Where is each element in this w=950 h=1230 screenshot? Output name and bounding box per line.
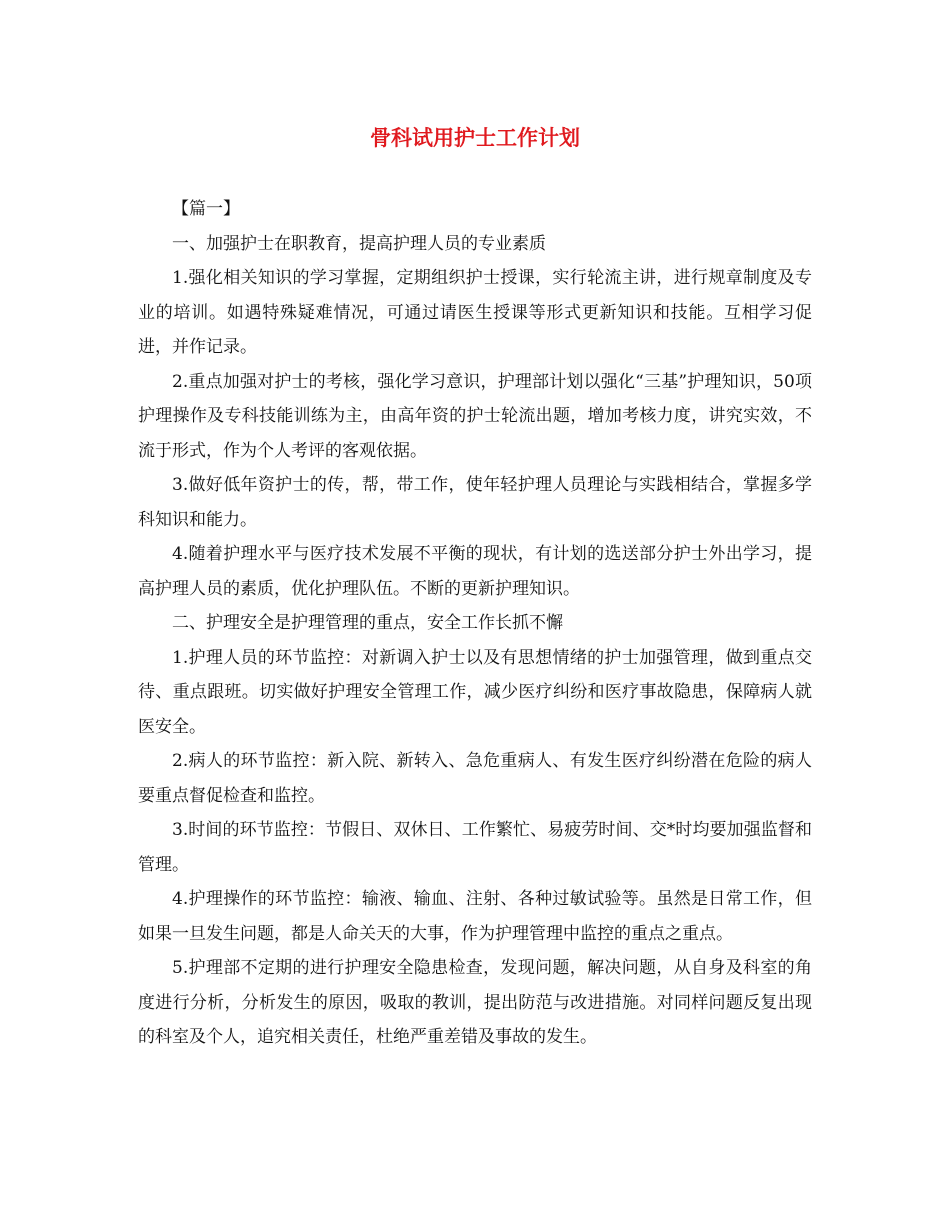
- section-heading-2: 二、护理安全是护理管理的重点，安全工作长抓不懈: [172, 613, 563, 633]
- section-label: 【篇一】: [172, 199, 240, 219]
- paragraph-2-5: 5.护理部不定期的进行护理安全隐患检查，发现问题，解决问题，从自身及科室的角度进行分析，分析发生的原因，吸取的教训，提出防范与改进措施。对同样问题反复出现的科室及个人，追究相关责任，杜绝严重差错及事故的发生。: [138, 958, 812, 1047]
- paragraph-2-3: 3.时间的环节监控：节假日、双休日、工作繁忙、易疲劳时间、交*时均要加强监督和管理。: [138, 820, 812, 875]
- paragraph-2-1: 1.护理人员的环节监控：对新调入护士以及有思想情绪的护士加强管理，做到重点交待、重点跟班。切实做好护理安全管理工作，减少医疗纠纷和医疗事故隐患，保障病人就医安全。: [138, 647, 812, 737]
- document-body: [138, 192, 812, 1055]
- paragraph-1-1: 1.强化相关知识的学习掌握，定期组织护士授课，实行轮流主讲，进行规章制度及专业的培训。如遇特殊疑难情况，可通过请医生授课等形式更新知识和技能。互相学习促进，并作记录。: [138, 268, 812, 357]
- paragraph-2-2: 2.病人的环节监控：新入院、新转入、急危重病人、有发生医疗纠纷潜在危险的病人要重点督促检查和监控。: [138, 751, 812, 806]
- section-heading-1: 一、加强护士在职教育，提高护理人员的专业素质: [172, 233, 546, 254]
- document-title: 骨科试用护士工作计划: [370, 125, 580, 150]
- paragraph-1-4: 4.随着护理水平与医疗技术发展不平衡的现状，有计划的选送部分护士外出学习，提高护理人员的素质，优化护理队伍。不断的更新护理知识。: [138, 544, 812, 599]
- paragraph-1-2: 2.重点加强对护士的考核，强化学习意识，护理部计划以强化“三基”护理知识，50项护理操作及专科技能训练为主，由高年资的护士轮流出题，增加考核力度，讲究实效，不流于形式，作为个人考评的客观依据。: [138, 371, 812, 461]
- paragraph-2-4: 4.护理操作的环节监控：输液、输血、注射、各种过敏试验等。虽然是日常工作，但如果一旦发生问题，都是人命关天的大事，作为护理管理中监控的重点之重点。: [138, 889, 812, 944]
- paragraph-1-3: 3.做好低年资护士的传，帮，带工作，使年轻护理人员理论与实践相结合，掌握多学科知识和能力。: [138, 475, 812, 530]
